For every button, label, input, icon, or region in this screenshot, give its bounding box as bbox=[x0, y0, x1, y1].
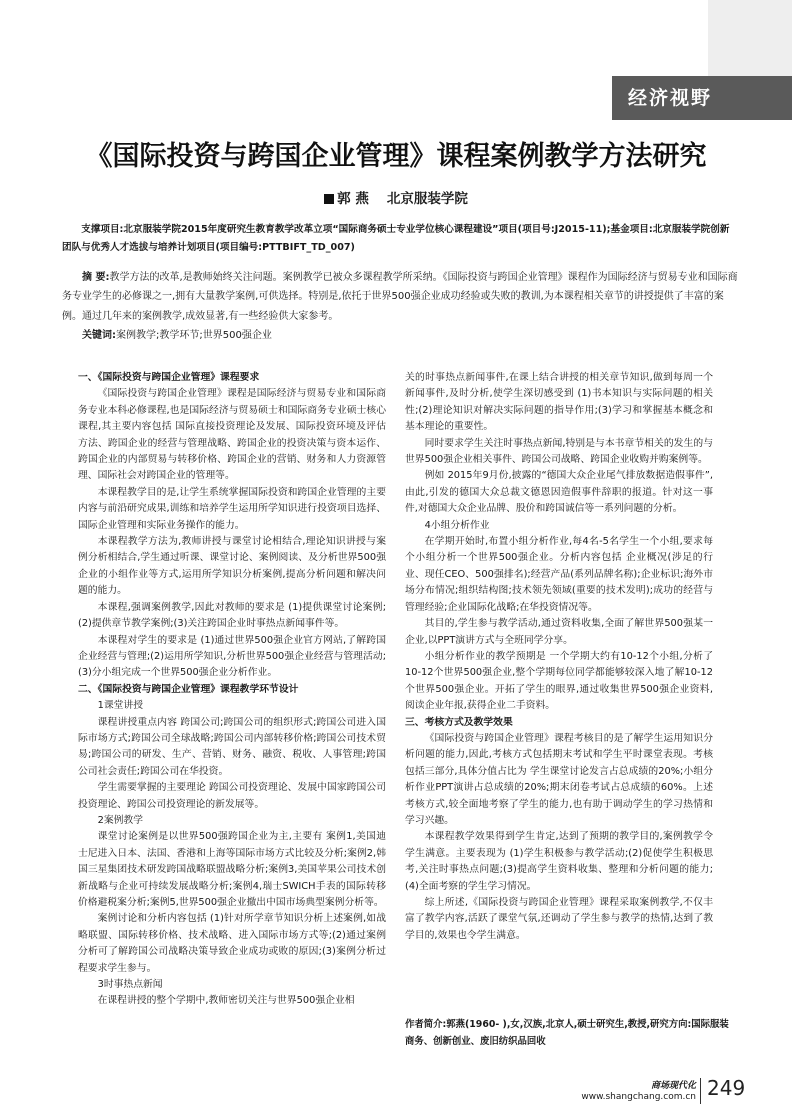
body-paragraph: 《国际投资与跨国企业管理》课程考核目的是了解学生运用知识分析问题的能力,因此,考核方式包括期末考试和学生平时课堂表现。考核包括三部分,具体分值占比为 学生课堂讨论发言占总成绩的20%;小组分析作业PPT演讲占总成绩的20%;期末闭卷考试占总成绩的60%。上述考核方式,较全面地考察了学生的能力,也有助于调动学生的学习热情和学习兴趣。 bbox=[405, 732, 713, 826]
body-paragraph: 4小组分析作业 bbox=[424, 519, 490, 531]
body-paragraph: 小组分析作业的教学预期是 一个学期大约有10-12个小组,分析了10-12个世界500强企业,整个学期每位同学都能够较深入地了解10-12个世界500强企业。开拓了学生的眼界,通过收集世界500强企业资料,阅读企业年报,获得企业二手资料。 bbox=[405, 650, 713, 712]
body-paragraph: 关的时事热点新闻事件,在课上结合讲授的相关章节知识,做到每周一个新闻事件,及时分析,使学生深切感受到 (1)书本知识与实际问题的相关性;(2)理论知识对解决实际问题的指导作用;(3)学习和掌握基本概念和基本理论的重要性。 bbox=[405, 372, 713, 433]
body-paragraph: 1课堂讲授 bbox=[97, 700, 144, 712]
body-paragraph: 综上所述,《国际投资与跨国企业管理》课程采取案例教学,不仅丰富了教学内容,活跃了课堂气氛,还调动了学生参与教学的热情,达到了教学目的,效果也令学生满意。 bbox=[405, 897, 713, 941]
journal-logo: 商场现代化 bbox=[650, 1081, 696, 1091]
body-paragraph: 3时事热点新闻 bbox=[97, 979, 163, 991]
section-heading: 二、《国际投资与跨国企业管理》课程教学环节设计 bbox=[78, 683, 299, 695]
body-paragraph: 《国际投资与跨国企业管理》课程是国际经济与贸易专业和国际商务专业本科必修课程,也是国际经济与贸易硕士和国际商务专业硕士核心课程,其主要内容包括 国际直接投资理论及发展、国际投资环境及评估方法、跨国企业的经营与管理战略、跨国企业的投资决策与资本运作、跨国企业的内部贸易与转移价格、跨国企业的营销、财务和人力资源管理、国际社会对跨国企业的管理等。 bbox=[78, 388, 386, 482]
section-heading: 一、《国际投资与跨国企业管理》课程要求 bbox=[78, 372, 260, 383]
body-paragraph: 案例讨论和分析内容包括 (1)针对所学章节知识分析上述案例,如战略联盟、国际转移价格、技术战略、进入国际市场方式等;(2)通过案例分析可了解跨国公司战略决策导致企业成功或败的原因;(3)案例分析过程要求学生参与。 bbox=[78, 913, 386, 974]
abstract bbox=[62, 268, 738, 326]
abstract-text: 教学方法的改革,是教师始终关注问题。案例教学已被众多课程教学所采纳。《国际投资与跨国企业管理》课程作为国际经济与贸易专业和国际商务专业学生的必修课之一,拥有大量教学案例,可供选择。特别是,依托于世界500强企业成功经验或失败的教训,为本课程相关章节的讲授提供了丰富的案例。通过几年来的案例教学,成效显著,有一些经验供大家参考。 bbox=[62, 272, 738, 322]
body-paragraph: 本课程对学生的要求是 (1)通过世界500强企业官方网站,了解跨国企业经营与管理;(2)运用所学知识,分析世界500强企业经营与管理活动;(3)分小组完成一个世界500强企业分析作业。 bbox=[78, 634, 386, 679]
section-heading: 三、考核方式及教学效果 bbox=[405, 716, 513, 728]
keywords-text: 案例教学;教学环节;世界500强企业 bbox=[116, 330, 272, 341]
body-paragraph: 课程讲授重点内容 跨国公司;跨国公司的组织形式;跨国公司进入国际市场方式;跨国公司全球战略;跨国公司内部转移价格;跨国公司技术贸易;跨国公司的研发、生产、营销、财务、融资、税收、人事管理;跨国公司社会责任;跨国公司在华投资。 bbox=[78, 716, 386, 777]
abstract-label: 摘 要: bbox=[82, 272, 110, 283]
column-banner: 经济视野 bbox=[612, 76, 792, 120]
article-title: 《国际投资与跨国企业管理》课程案例教学方法研究 bbox=[85, 141, 707, 172]
body-column-left bbox=[78, 370, 386, 1010]
page-number: 249 bbox=[707, 1076, 746, 1100]
journal-url: www.shangchang.com.cn bbox=[581, 1092, 696, 1102]
body-paragraph: 在课程讲授的整个学期中,教师密切关注与世界500强企业相 bbox=[97, 995, 355, 1007]
footer-divider bbox=[700, 1078, 701, 1104]
body-paragraph: 本课程,强调案例教学,因此对教师的要求是 (1)提供课堂讨论案例;(2)提供章节教学案例;(3)关注跨国企业时事热点新闻事件等。 bbox=[78, 601, 386, 630]
body-paragraph: 2案例教学 bbox=[97, 814, 144, 826]
body-paragraph: 本课程教学效果得到学生肯定,达到了预期的教学目的,案例教学令学生满意。主要表现为 (1)学生积极参与教学活动;(2)促使学生积极思考,关注时事热点问题;(3)提高学生资料收集、整理和分析问题的能力;(4)全面考察的学生学习情况。 bbox=[405, 831, 713, 892]
page-edge-stripe bbox=[708, 0, 792, 76]
body-paragraph: 课堂讨论案例是以世界500强跨国企业为主,主要有 案例1,美国迪士尼进入日本、法国、香港和上海等国际市场方式比较及分析;案例2,韩国三星集团技术研发跨国战略联盟战略分析;案例3,美国苹果公司技术创新战略与企业可持续发展战略分析;案例4,瑞士SWICH手表的国际转移价格避税案分析;案例5,世界500强企业撤出中国市场典型案例分析等。 bbox=[78, 831, 386, 908]
body-paragraph: 同时要求学生关注时事热点新闻,特别是与本书章节相关的发生的与世界500强企业相关事件、跨国公司战略、跨国企业收购并购案例等。 bbox=[405, 437, 713, 466]
body-paragraph: 学生需要掌握的主要理论 跨国公司投资理论、发展中国家跨国公司投资理论、跨国公司投资理论的新发展等。 bbox=[78, 782, 386, 810]
body-paragraph: 在学期开始时,布置小组分析作业,每4名-5名学生一个小组,要求每个小组分析一个世界500强企业。分析内容包括 企业概况(涉足的行业、现任CEO、500强排名);经营产品(系列品牌名称);企业标识;海外市场分布情况;组织结构图;技术领先领域(重要的技术发明);成功的经营与管理经验;企业国际化战略;在华投资情况等。 bbox=[405, 536, 713, 613]
keywords bbox=[62, 326, 738, 345]
keywords-label: 关键词: bbox=[82, 330, 116, 341]
author-bio-note: 作者简介:郭燕(1960- ),女,汉族,北京人,硕士研究生,教授,研究方向:国际服装商务、创新创业、废旧纺织品回收 bbox=[405, 1019, 729, 1047]
byline bbox=[0, 187, 792, 207]
body-paragraph: 例如 2015年9月份,披露的“德国大众企业尾气排放数据造假事件”,由此,引发的德国大众总裁文德恩因造假事件辞职的报道。针对这一事件,对德国大众企业品牌、股价和跨国诚信等一系列问题的分析。 bbox=[405, 470, 713, 515]
body-column-right bbox=[405, 370, 713, 944]
author-name: 郭 燕 bbox=[337, 191, 369, 207]
body-paragraph: 本课程教学方法为,教师讲授与课堂讨论相结合,理论知识讲授与案例分析相结合,学生通过听课、课堂讨论、案例阅读、及分析世界500强企业的小组作业等方式,运用所学知识分析案例,提高分析问题和解决问题的能力。 bbox=[78, 536, 386, 597]
byline-square-marker bbox=[324, 194, 334, 204]
author-affiliation: 北京服装学院 bbox=[386, 191, 468, 207]
body-paragraph: 其目的,学生参与教学活动,通过资料收集,全面了解世界500强某一企业,以PPT演讲方式与全班同学分享。 bbox=[405, 618, 713, 646]
body-paragraph: 本课程教学目的是,让学生系统掌握国际投资和跨国企业管理的主要内容与前沿研究成果,训练和培养学生运用所学知识进行投资项目选择、国际企业管理和实际业务操作的能力。 bbox=[78, 486, 386, 531]
support-project-note: 支撑项目:北京服装学院2015年度研究生教育教学改革立项“国际商务硕士专业学位核心课程建设”项目(项目号:J2015-11);基金项目:北京服装学院创新团队与优秀人才选拔与培养计划项目(项目编号:PTTBIFT_TD_007) bbox=[62, 224, 730, 253]
